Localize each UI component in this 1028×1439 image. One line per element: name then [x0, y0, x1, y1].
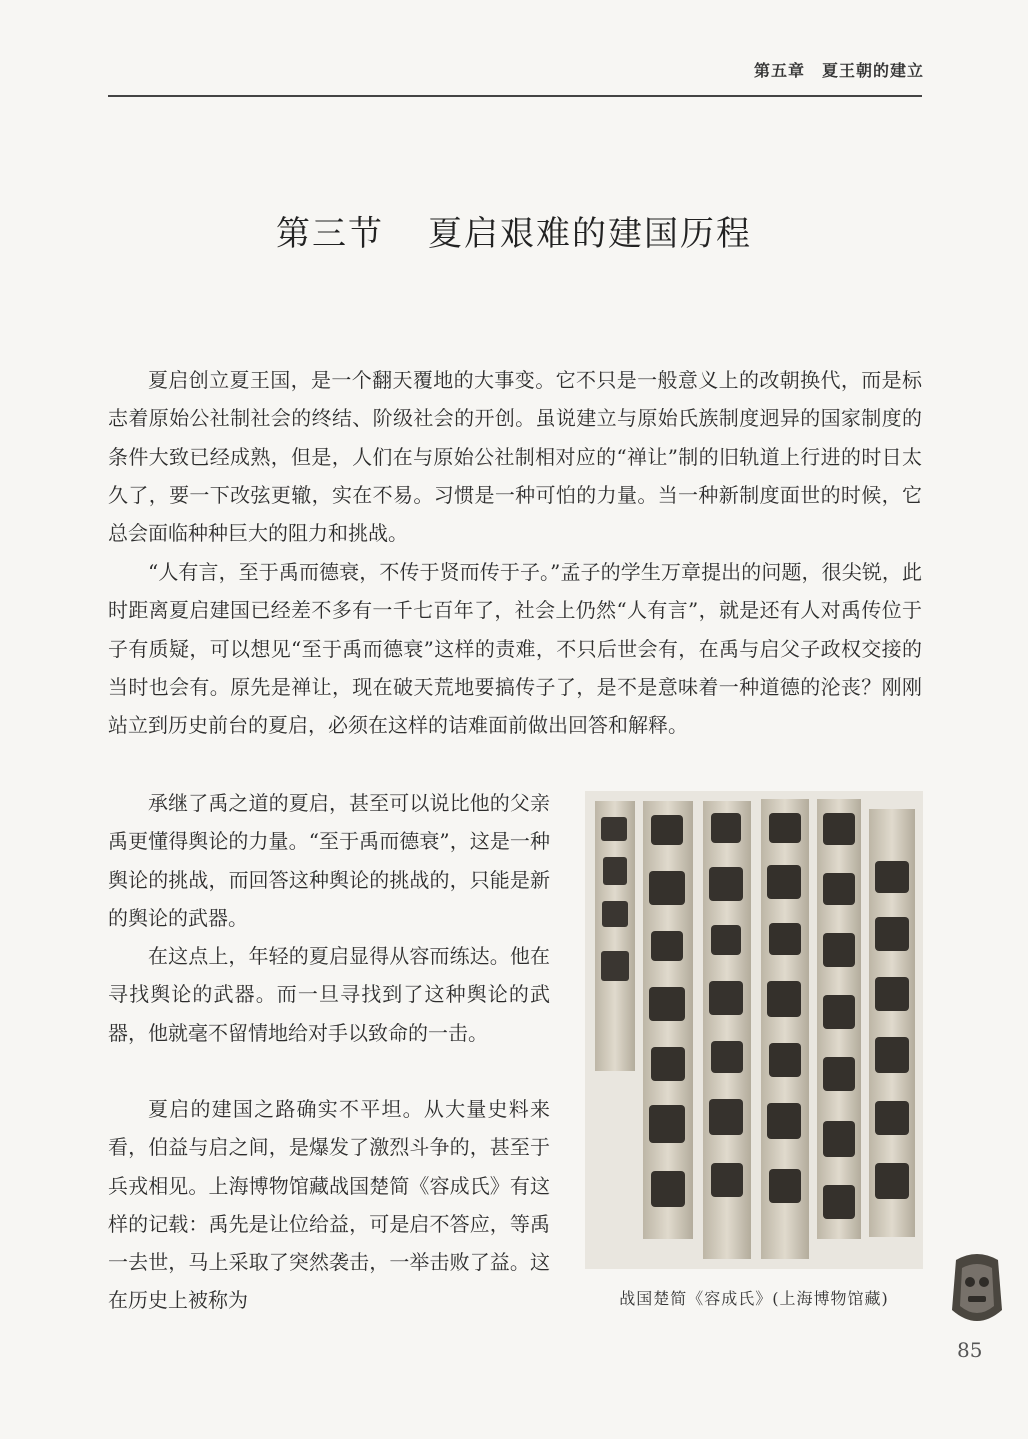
header-rule [108, 95, 922, 97]
paragraph-4: 在这点上，年轻的夏启显得从容而练达。他在寻找舆论的武器。而一旦寻找到了这种舆论的武器，他就毫不留情地给对手以致命的一击。 [108, 944, 550, 1045]
page-number: 85 [957, 1338, 983, 1362]
decorative-emblem-icon [948, 1250, 1006, 1328]
bamboo-slips-photo [585, 791, 923, 1269]
figure-caption: 战国楚简《容成氏》(上海博物馆藏) [619, 1289, 889, 1308]
section-heading [0, 206, 1028, 255]
slip-6 [869, 809, 915, 1237]
section-title: 夏启艰难的建国历程 [428, 214, 752, 254]
slip-4 [761, 799, 809, 1259]
paragraph-3: 承继了禹之道的夏启，甚至可以说比他的父亲禹更懂得舆论的力量。“至于禹而德衰”，这是一种舆论的挑战，而回答这种舆论的挑战的，只能是新的舆论的武器。 [108, 791, 550, 930]
section-number: 第三节 [276, 214, 384, 254]
paragraph-2: “人有言，至于禹而德衰，不传于贤而传于子。”孟子的学生万章提出的问题，很尖锐，此时距离夏启建国已经差不多有一千七百年了，社会上仍然“人有言”，就是还有人对禹传位于子有质疑，可以想见“至于禹而德衰”这样的责难，不只后世会有，在禹与启父子政权交接的当时也会有。原先是禅让，现在破天荒地要搞传子了，是不是意味着一种道德的沦丧？刚刚站立到历史前台的夏启，必须在这样的诘难面前做出回答和解释。 [108, 560, 922, 738]
paragraph-5: 夏启的建国之路确实不平坦。从大量史料来看，伯益与启之间，是爆发了激烈斗争的，甚至于兵戎相见。上海博物馆藏战国楚简《容成氏》有这样的记载：禹先是让位给益，可是启不答应，等禹一去世，马上采取了突然袭击，一举击败了益。这在历史上被称为 [108, 1097, 550, 1313]
slip-2 [643, 801, 693, 1239]
paragraph-1: 夏启创立夏王国，是一个翻天覆地的大事变。它不只是一般意义上的改朝换代，而是标志着原始公社制社会的终结、阶级社会的开创。虽说建立与原始氏族制度迥异的国家制度的条件大致已经成熟，但是，人们在与原始公社制相对应的“禅让”制的旧轨道上行进的时日太久了，要一下改弦更辙，实在不易。习惯是一种可怕的力量。当一种新制度面世的时候，它总会面临种种巨大的阻力和挑战。 [108, 368, 922, 546]
running-head: 第五章 夏王朝的建立 [753, 61, 924, 80]
slip-3 [703, 801, 751, 1259]
slip-5 [817, 799, 861, 1239]
slip-1 [595, 801, 635, 1071]
